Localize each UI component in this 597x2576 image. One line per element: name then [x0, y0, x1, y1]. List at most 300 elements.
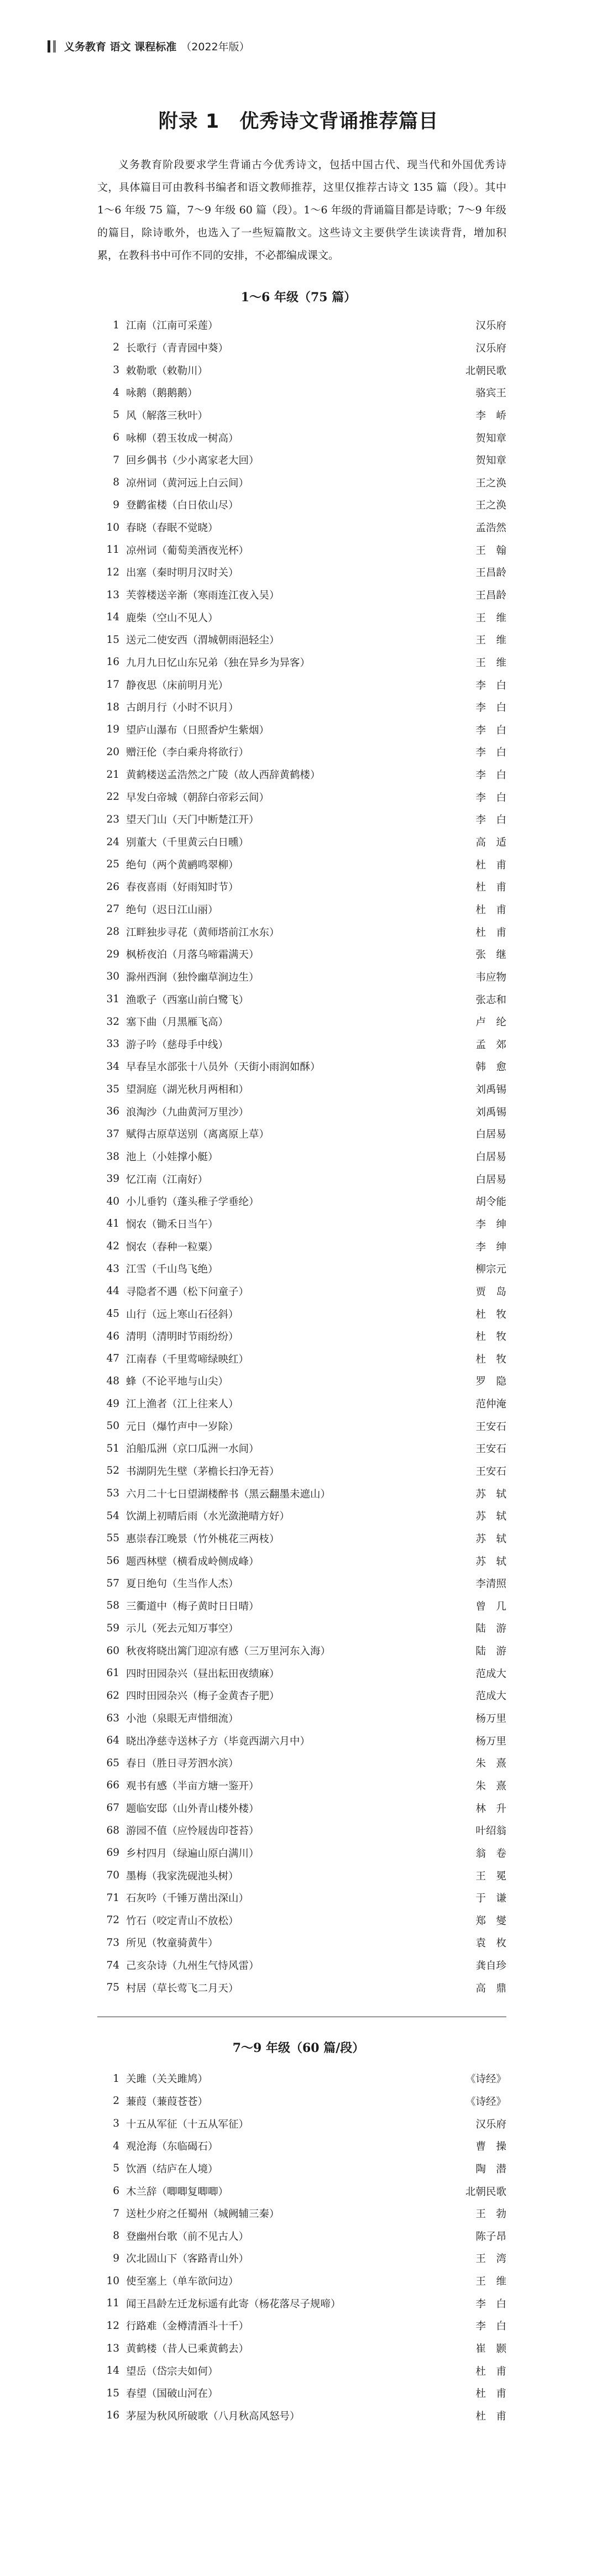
poem-title: 元日（爆竹声中一岁除）: [126, 1421, 239, 1433]
poem-author: 范成大: [475, 1690, 506, 1703]
poem-number: 27: [106, 903, 119, 915]
poem-row: [97, 2180, 506, 2202]
poem-number: 48: [106, 1375, 119, 1387]
poem-number: 56: [106, 1555, 119, 1567]
poem-author: 贺知章: [475, 432, 506, 444]
poem-title: 江南春（千里莺啼绿映红）: [126, 1353, 249, 1365]
poem-title: 望庐山瀑布（日照香炉生紫烟）: [126, 724, 270, 736]
poem-author: 贾 岛: [475, 1286, 506, 1298]
poem-number: 4: [113, 2140, 119, 2152]
poem-row: [97, 1595, 506, 1617]
poem-title: 春望（国破山河在）: [126, 2388, 218, 2400]
poem-number: 45: [106, 1308, 119, 1320]
poem-author: 杜 甫: [475, 926, 506, 939]
poem-row: [97, 1864, 506, 1887]
poem-title: 春晓（春眠不觉晓）: [126, 522, 218, 535]
poem-row: [97, 1235, 506, 1258]
poem-title: 池上（小娃撑小艇）: [126, 1151, 218, 1164]
poem-number: 3: [113, 364, 119, 376]
poem-title: 赠汪伦（李白乘舟将欲行）: [126, 747, 249, 759]
poem-author: 陈子昂: [475, 2231, 506, 2243]
poem-row: [97, 494, 506, 516]
poem-author: 李 绅: [475, 1218, 506, 1231]
poem-title: 题临安邸（山外青山楼外楼）: [126, 1803, 259, 1815]
poem-row: [97, 606, 506, 629]
poem-title: 书湖阴先生壁（茅檐长扫净无苔）: [126, 1465, 280, 1478]
poem-author: 袁 枚: [475, 1938, 506, 1950]
poem-row: [97, 1392, 506, 1415]
poem-number: 17: [106, 679, 119, 691]
poem-author: 李 白: [475, 792, 506, 804]
poem-title: 望洞庭（湖光秋月两相和）: [126, 1084, 249, 1096]
poem-author: 杜 甫: [475, 2410, 506, 2422]
poem-title: 忆江南（江南好）: [126, 1174, 208, 1186]
poem-title: 江南（江南可采莲）: [126, 320, 218, 332]
poem-title: 竹石（咬定青山不放松）: [126, 1915, 239, 1927]
poem-author: 林 升: [475, 1803, 506, 1815]
poem-row: [97, 2135, 506, 2158]
poem-author: 李 白: [475, 747, 506, 759]
poem-row: [97, 741, 506, 763]
poem-row: [97, 1415, 506, 1437]
poem-row: [97, 2359, 506, 2382]
poem-author: 李清照: [475, 1578, 506, 1590]
poem-title: 渔歌子（西塞山前白鹭飞）: [126, 994, 249, 1006]
poem-number: 29: [106, 948, 119, 960]
poem-title: 四时田园杂兴（梅子金黄杏子肥）: [126, 1690, 280, 1703]
poem-row: [97, 2158, 506, 2180]
poem-number: 21: [106, 768, 119, 781]
poem-title: 送元二使安西（渭城朝雨浥轻尘）: [126, 635, 280, 647]
poem-number: 2: [113, 342, 119, 354]
poem-row: [97, 2292, 506, 2315]
poem-number: 44: [106, 1285, 119, 1297]
poem-number: 55: [106, 1532, 119, 1544]
poem-row: [97, 1572, 506, 1595]
poem-title: 塞下曲（月黑雁飞高）: [126, 1017, 229, 1029]
poem-row: [97, 1729, 506, 1752]
poem-title: 长歌行（青青园中葵）: [126, 342, 229, 354]
poem-number: 11: [106, 2297, 119, 2310]
poem-row: [97, 381, 506, 404]
poem-title: 枫桥夜泊（月落乌啼霜满天）: [126, 949, 259, 961]
poem-row: [97, 1684, 506, 1707]
poem-title: 回乡偶书（少小离家老大回）: [126, 455, 259, 467]
poem-row: [97, 786, 506, 808]
poem-number: 32: [106, 1015, 119, 1028]
poem-author: 李 绅: [475, 1241, 506, 1253]
poem-author: 朱 熹: [475, 1758, 506, 1770]
poem-title: 滁州西涧（独怜幽草涧边生）: [126, 971, 259, 983]
poem-title: 登鹳雀楼（白日依山尽）: [126, 500, 239, 512]
poem-title: 早发白帝城（朝辞白帝彩云间）: [126, 792, 270, 804]
header-series: 义务教育: [64, 41, 107, 53]
poem-title: 示儿（死去元知万事空）: [126, 1623, 239, 1635]
poem-title: 九月九日忆山东兄弟（独在异乡为异客）: [126, 657, 311, 669]
poem-row: [97, 808, 506, 831]
poem-number: 54: [106, 1510, 119, 1522]
poem-row: [97, 1213, 506, 1235]
poem-row: [97, 314, 506, 337]
poem-number: 26: [106, 881, 119, 893]
poem-author: 范成大: [475, 1668, 506, 1680]
poem-author: 孟 郊: [475, 1039, 506, 1051]
poem-author: 杜 甫: [475, 904, 506, 916]
poem-number: 34: [106, 1060, 119, 1072]
poem-author: 王 冕: [475, 1870, 506, 1882]
header-subject: 语文: [109, 41, 131, 53]
poem-author: 北朝民歌: [465, 365, 506, 377]
poem-title: 赋得古原草送别（离离原上草）: [126, 1129, 270, 1141]
poem-row: [97, 1842, 506, 1865]
poem-author: 王 维: [475, 657, 506, 669]
poem-number: 19: [106, 724, 119, 736]
poem-row: [97, 2090, 506, 2113]
poem-author: 杜 甫: [475, 882, 506, 894]
poem-author: 王 维: [475, 2276, 506, 2288]
poem-number: 52: [106, 1465, 119, 1477]
poem-row: [97, 2067, 506, 2090]
poem-author: 汉乐府: [475, 342, 506, 354]
poem-number: 73: [106, 1936, 119, 1949]
poem-row: [97, 1190, 506, 1213]
poem-title: 行路难（金樽清酒斗十千）: [126, 2321, 249, 2333]
poem-number: 59: [106, 1622, 119, 1634]
poem-author: 翁 卷: [475, 1847, 506, 1860]
poem-number: 18: [106, 701, 119, 713]
poem-row: [97, 1145, 506, 1168]
poem-author: 张志和: [475, 994, 506, 1006]
poem-number: 37: [106, 1128, 119, 1140]
poem-row: [97, 1549, 506, 1572]
poem-row: [97, 719, 506, 741]
poem-row: [97, 2112, 506, 2135]
poem-number: 12: [106, 2320, 119, 2332]
poem-row: [97, 1909, 506, 1931]
poem-number: 72: [106, 1914, 119, 1926]
poem-title: 游子吟（慈母手中线）: [126, 1039, 229, 1051]
poem-author: 陆 游: [475, 1646, 506, 1658]
poem-number: 1: [113, 319, 119, 331]
poem-number: 57: [106, 1577, 119, 1589]
poem-author: 王之涣: [475, 500, 506, 512]
poem-author: 汉乐府: [475, 320, 506, 332]
poem-number: 15: [106, 2387, 119, 2399]
poem-author: 张 继: [475, 949, 506, 961]
poem-row: [97, 966, 506, 988]
poem-row: [97, 876, 506, 898]
poem-title: 蜂（不论平地与山尖）: [126, 1376, 229, 1388]
poem-number: 13: [106, 589, 119, 601]
poem-number: 64: [106, 1735, 119, 1747]
poem-title: 六月二十七日望湖楼醉书（黑云翻墨未遮山）: [126, 1488, 331, 1500]
poem-author: 陶 潜: [475, 2163, 506, 2175]
poem-number: 14: [106, 2365, 119, 2377]
poem-number: 8: [113, 477, 119, 489]
poem-title: 咏鹅（鹅鹅鹅）: [126, 388, 198, 400]
poem-author: 胡令能: [475, 1196, 506, 1208]
poem-row: [97, 2270, 506, 2292]
poem-title: 小池（泉眼无声惜细流）: [126, 1713, 239, 1725]
poem-title: 悯农（锄禾日当午）: [126, 1218, 218, 1231]
poem-title: 静夜思（床前明月光）: [126, 679, 229, 692]
poem-author: 曹 操: [475, 2141, 506, 2153]
poem-number: 15: [106, 633, 119, 646]
poem-author: 王 勃: [475, 2208, 506, 2221]
poem-author: 罗 隐: [475, 1376, 506, 1388]
poem-row: [97, 2315, 506, 2337]
intro-paragraph: 义务教育阶段要求学生背诵古今优秀诗文，包括中国古代、现当代和外国优秀诗文，具体篇目可由教科书编者和语文教师推荐，这里仅推荐古诗文 135 篇（段）。其中 1～6 年级 75 篇，7～9 年级 60 篇（段）。1～6 年级的背诵篇目都是诗歌；7～9 年级的篇目，除诗歌外，也选入了一些短篇散文。这些诗文主要供学生读读背背，增加积累，在教科书中可作不同的安排，不必都编成课文。: [97, 159, 506, 261]
poem-title: 清明（清明时节雨纷纷）: [126, 1331, 239, 1343]
poem-row: [97, 538, 506, 561]
poem-title: 黄鹤楼送孟浩然之广陵（故人西辞黄鹤楼）: [126, 769, 321, 782]
section-heading-grade-7-9: 7～9 年级（60 篇/段）: [232, 2041, 365, 2055]
poem-author: 《诗经》: [465, 2096, 506, 2108]
poem-author: 高 鼎: [475, 1982, 506, 1994]
poem-row: [97, 1123, 506, 1145]
poem-row: [97, 920, 506, 943]
poem-row: [97, 1954, 506, 1977]
poem-author: 贺知章: [475, 455, 506, 467]
poem-author: 王 翰: [475, 544, 506, 557]
poem-number: 16: [106, 2410, 119, 2422]
poem-row: [97, 988, 506, 1010]
poem-number: 16: [106, 656, 119, 668]
poem-title: 小儿垂钓（蓬头稚子学垂纶）: [126, 1196, 259, 1208]
poem-title: 黄鹤楼（昔人已乘黄鹤去）: [126, 2343, 249, 2355]
poem-row: [97, 1707, 506, 1730]
poem-author: 崔 颢: [475, 2343, 506, 2355]
poem-title: 凉州词（黄河远上白云间）: [126, 477, 249, 489]
poem-number: 33: [106, 1038, 119, 1050]
poem-number: 71: [106, 1892, 119, 1904]
poem-row: [97, 1774, 506, 1797]
poem-author: 苏 轼: [475, 1556, 506, 1568]
poem-row: [97, 1347, 506, 1370]
poem-title: 秋夜将晓出篱门迎凉有感（三万里河东入海）: [126, 1646, 331, 1658]
poem-author: 杜 甫: [475, 2388, 506, 2400]
poem-number: 4: [113, 386, 119, 399]
poem-number: 9: [113, 499, 119, 511]
poem-row: [97, 404, 506, 427]
poem-title: 村居（草长莺飞二月天）: [126, 1982, 239, 1994]
poem-list-grade-1-6: [97, 314, 506, 1999]
poem-number: 53: [106, 1488, 119, 1500]
poem-row: [97, 1078, 506, 1101]
poem-title: 题西林壁（横看成岭侧成峰）: [126, 1556, 259, 1568]
poem-title: 所见（牧童骑黄牛）: [126, 1938, 218, 1950]
poem-number: 66: [106, 1779, 119, 1792]
poem-row: [97, 337, 506, 359]
poem-row: [97, 1325, 506, 1348]
poem-number: 62: [106, 1689, 119, 1701]
poem-title: 寻隐者不遇（松下问童子）: [126, 1286, 249, 1298]
poem-author: 李 白: [475, 724, 506, 736]
poem-title: 登幽州台歌（前不见古人）: [126, 2231, 249, 2243]
poem-row: [97, 1010, 506, 1033]
poem-author: 李 白: [475, 2321, 506, 2333]
poem-author: 北朝民歌: [465, 2186, 506, 2198]
header-edition: （2022年版）: [181, 41, 250, 53]
poem-row: [97, 2202, 506, 2225]
poem-number: 7: [113, 2207, 119, 2219]
poem-title: 别董大（千里黄云白日曛）: [126, 837, 249, 849]
poem-row: [97, 651, 506, 674]
poem-author: 韩 愈: [475, 1061, 506, 1074]
poem-author: 白居易: [475, 1129, 506, 1141]
poem-title: 凉州词（葡萄美酒夜光杯）: [126, 544, 249, 557]
poem-author: 杜 牧: [475, 1308, 506, 1321]
poem-number: 46: [106, 1330, 119, 1342]
poem-title: 游园不值（应怜屐齿印苍苔）: [126, 1825, 259, 1837]
poem-row: [97, 1976, 506, 1999]
poem-author: 刘禹锡: [475, 1106, 506, 1118]
poem-title: 观沧海（东临碣石）: [126, 2141, 218, 2153]
poem-row: [97, 898, 506, 921]
poem-title: 春日（胜日寻芳泗水滨）: [126, 1758, 239, 1770]
poem-title: 望岳（岱宗夫如何）: [126, 2365, 218, 2378]
poem-author: 王昌龄: [475, 590, 506, 601]
poem-title: 蒹葭（蒹葭苍苍）: [126, 2096, 208, 2108]
page-title: 附录 1 优秀诗文背诵推荐篇目: [158, 111, 439, 133]
poem-number: 49: [106, 1397, 119, 1410]
poem-row: [97, 471, 506, 494]
poem-number: 38: [106, 1150, 119, 1163]
poem-title: 夏日绝句（生当作人杰）: [126, 1578, 239, 1590]
poem-author: 刘禹锡: [475, 1084, 506, 1096]
poem-author: 白居易: [475, 1151, 506, 1164]
poem-author: 王之涣: [475, 477, 506, 489]
poem-title: 泊船瓜洲（京口瓜洲一水间）: [126, 1443, 259, 1455]
poem-number: 68: [106, 1824, 119, 1836]
poem-title: 次北固山下（客路青山外）: [126, 2253, 249, 2265]
poem-author: 李 白: [475, 814, 506, 826]
poem-author: 苏 轼: [475, 1533, 506, 1545]
poem-row: [97, 1640, 506, 1662]
poem-author: 李 白: [475, 2298, 506, 2310]
poem-row: [97, 696, 506, 719]
poem-row: [97, 1887, 506, 1909]
poem-author: 李 白: [475, 679, 506, 692]
poem-row: [97, 1617, 506, 1640]
poem-row: [97, 2224, 506, 2247]
poem-row: [97, 1370, 506, 1392]
poem-title: 饮湖上初晴后雨（水光潋滟晴方好）: [126, 1511, 290, 1523]
poem-author: 杜 甫: [475, 2365, 506, 2378]
poem-author: 卢 纶: [475, 1017, 506, 1029]
poem-author: 曾 几: [475, 1600, 506, 1612]
poem-title: 早春呈水部张十八员外（天街小雨润如酥）: [126, 1061, 321, 1074]
poem-row: [97, 673, 506, 696]
poem-number: 41: [106, 1218, 119, 1230]
poem-author: 陆 游: [475, 1623, 506, 1635]
poem-author: 白居易: [475, 1174, 506, 1186]
poem-number: 7: [113, 454, 119, 466]
poem-title: 送杜少府之任蜀州（城阙辅三秦）: [126, 2208, 280, 2221]
poem-author: 骆宾王: [475, 388, 506, 400]
poem-title: 芙蓉楼送辛渐（寒雨连江夜入吴）: [126, 590, 280, 601]
poem-title: 鹿柴（空山不见人）: [126, 612, 218, 624]
poem-row: [97, 831, 506, 854]
poem-row: [97, 629, 506, 651]
poem-number: 35: [106, 1083, 119, 1095]
poem-row: [97, 584, 506, 606]
poem-number: 61: [106, 1667, 119, 1679]
poem-title: 关雎（关关雎鸠）: [126, 2074, 208, 2086]
poem-title: 浪淘沙（九曲黄河万里沙）: [126, 1106, 249, 1118]
poem-number: 40: [106, 1195, 119, 1207]
poem-row: [97, 2247, 506, 2270]
poem-author: 孟浩然: [475, 522, 506, 535]
poem-author: 叶绍翁: [475, 1825, 506, 1837]
poem-row: [97, 516, 506, 539]
poem-author: 杜 牧: [475, 1331, 506, 1343]
poem-row: [97, 1460, 506, 1483]
poem-author: 杜 甫: [475, 859, 506, 871]
poem-title: 十五从军征（十五从军征）: [126, 2118, 249, 2130]
poem-number: 43: [106, 1263, 119, 1275]
poem-title: 江雪（千山鸟飞绝）: [126, 1264, 218, 1276]
poem-author: 杜 牧: [475, 1353, 506, 1365]
poem-author: 王昌龄: [475, 567, 506, 579]
poem-title: 晓出净慈寺送林子方（毕竟西湖六月中）: [126, 1735, 311, 1747]
poem-author: 王 湾: [475, 2253, 506, 2265]
poem-number: 36: [106, 1106, 119, 1118]
poem-number: 6: [113, 2185, 119, 2197]
poem-number: 14: [106, 611, 119, 624]
poem-title: 茅屋为秋风所破歌（八月秋高风怒号）: [126, 2410, 300, 2422]
poem-number: 67: [106, 1802, 119, 1814]
poem-row: [97, 1280, 506, 1303]
poem-number: 30: [106, 971, 119, 983]
poem-row: [97, 449, 506, 472]
poem-title: 木兰辞（唧唧复唧唧）: [126, 2186, 229, 2198]
poem-row: [97, 1055, 506, 1078]
poem-row: [97, 1662, 506, 1684]
poem-title: 四时田园杂兴（昼出耘田夜绩麻）: [126, 1668, 280, 1680]
poem-author: 李 峤: [475, 410, 506, 422]
poem-number: 70: [106, 1870, 119, 1882]
poem-author: 王安石: [475, 1465, 506, 1478]
poem-author: 朱 熹: [475, 1780, 506, 1792]
poem-author: 苏 轼: [475, 1488, 506, 1500]
poem-title: 敕勒歌（敕勒川）: [126, 365, 208, 377]
header-bars-icon: [48, 40, 59, 53]
poem-number: 24: [106, 836, 119, 848]
poem-number: 65: [106, 1757, 119, 1769]
poem-row: [97, 1302, 506, 1325]
poem-author: 李 白: [475, 702, 506, 714]
poem-title: 乡村四月（绿遍山原白满川）: [126, 1847, 259, 1860]
poem-number: 23: [106, 813, 119, 825]
poem-title: 墨梅（我家洗砚池头树）: [126, 1870, 239, 1882]
poem-author: 王 维: [475, 635, 506, 647]
poem-author: 王 维: [475, 612, 506, 624]
poem-number: 28: [106, 926, 119, 938]
poem-title: 望天门山（天门中断楚江开）: [126, 814, 259, 826]
poem-title: 饮酒（结庐在人境）: [126, 2163, 218, 2175]
poem-number: 12: [106, 566, 119, 578]
poem-title: 江畔独步寻花（黄师塔前江水东）: [126, 926, 280, 939]
poem-title: 江上渔者（江上往来人）: [126, 1399, 239, 1411]
poem-author: 范仲淹: [475, 1399, 506, 1411]
poem-row: [97, 1167, 506, 1190]
poem-author: 郑 燮: [475, 1915, 506, 1927]
poem-number: 9: [113, 2252, 119, 2264]
poem-row: [97, 359, 506, 381]
poem-number: 42: [106, 1240, 119, 1253]
poem-title: 三衢道中（梅子黄时日日晴）: [126, 1600, 259, 1612]
